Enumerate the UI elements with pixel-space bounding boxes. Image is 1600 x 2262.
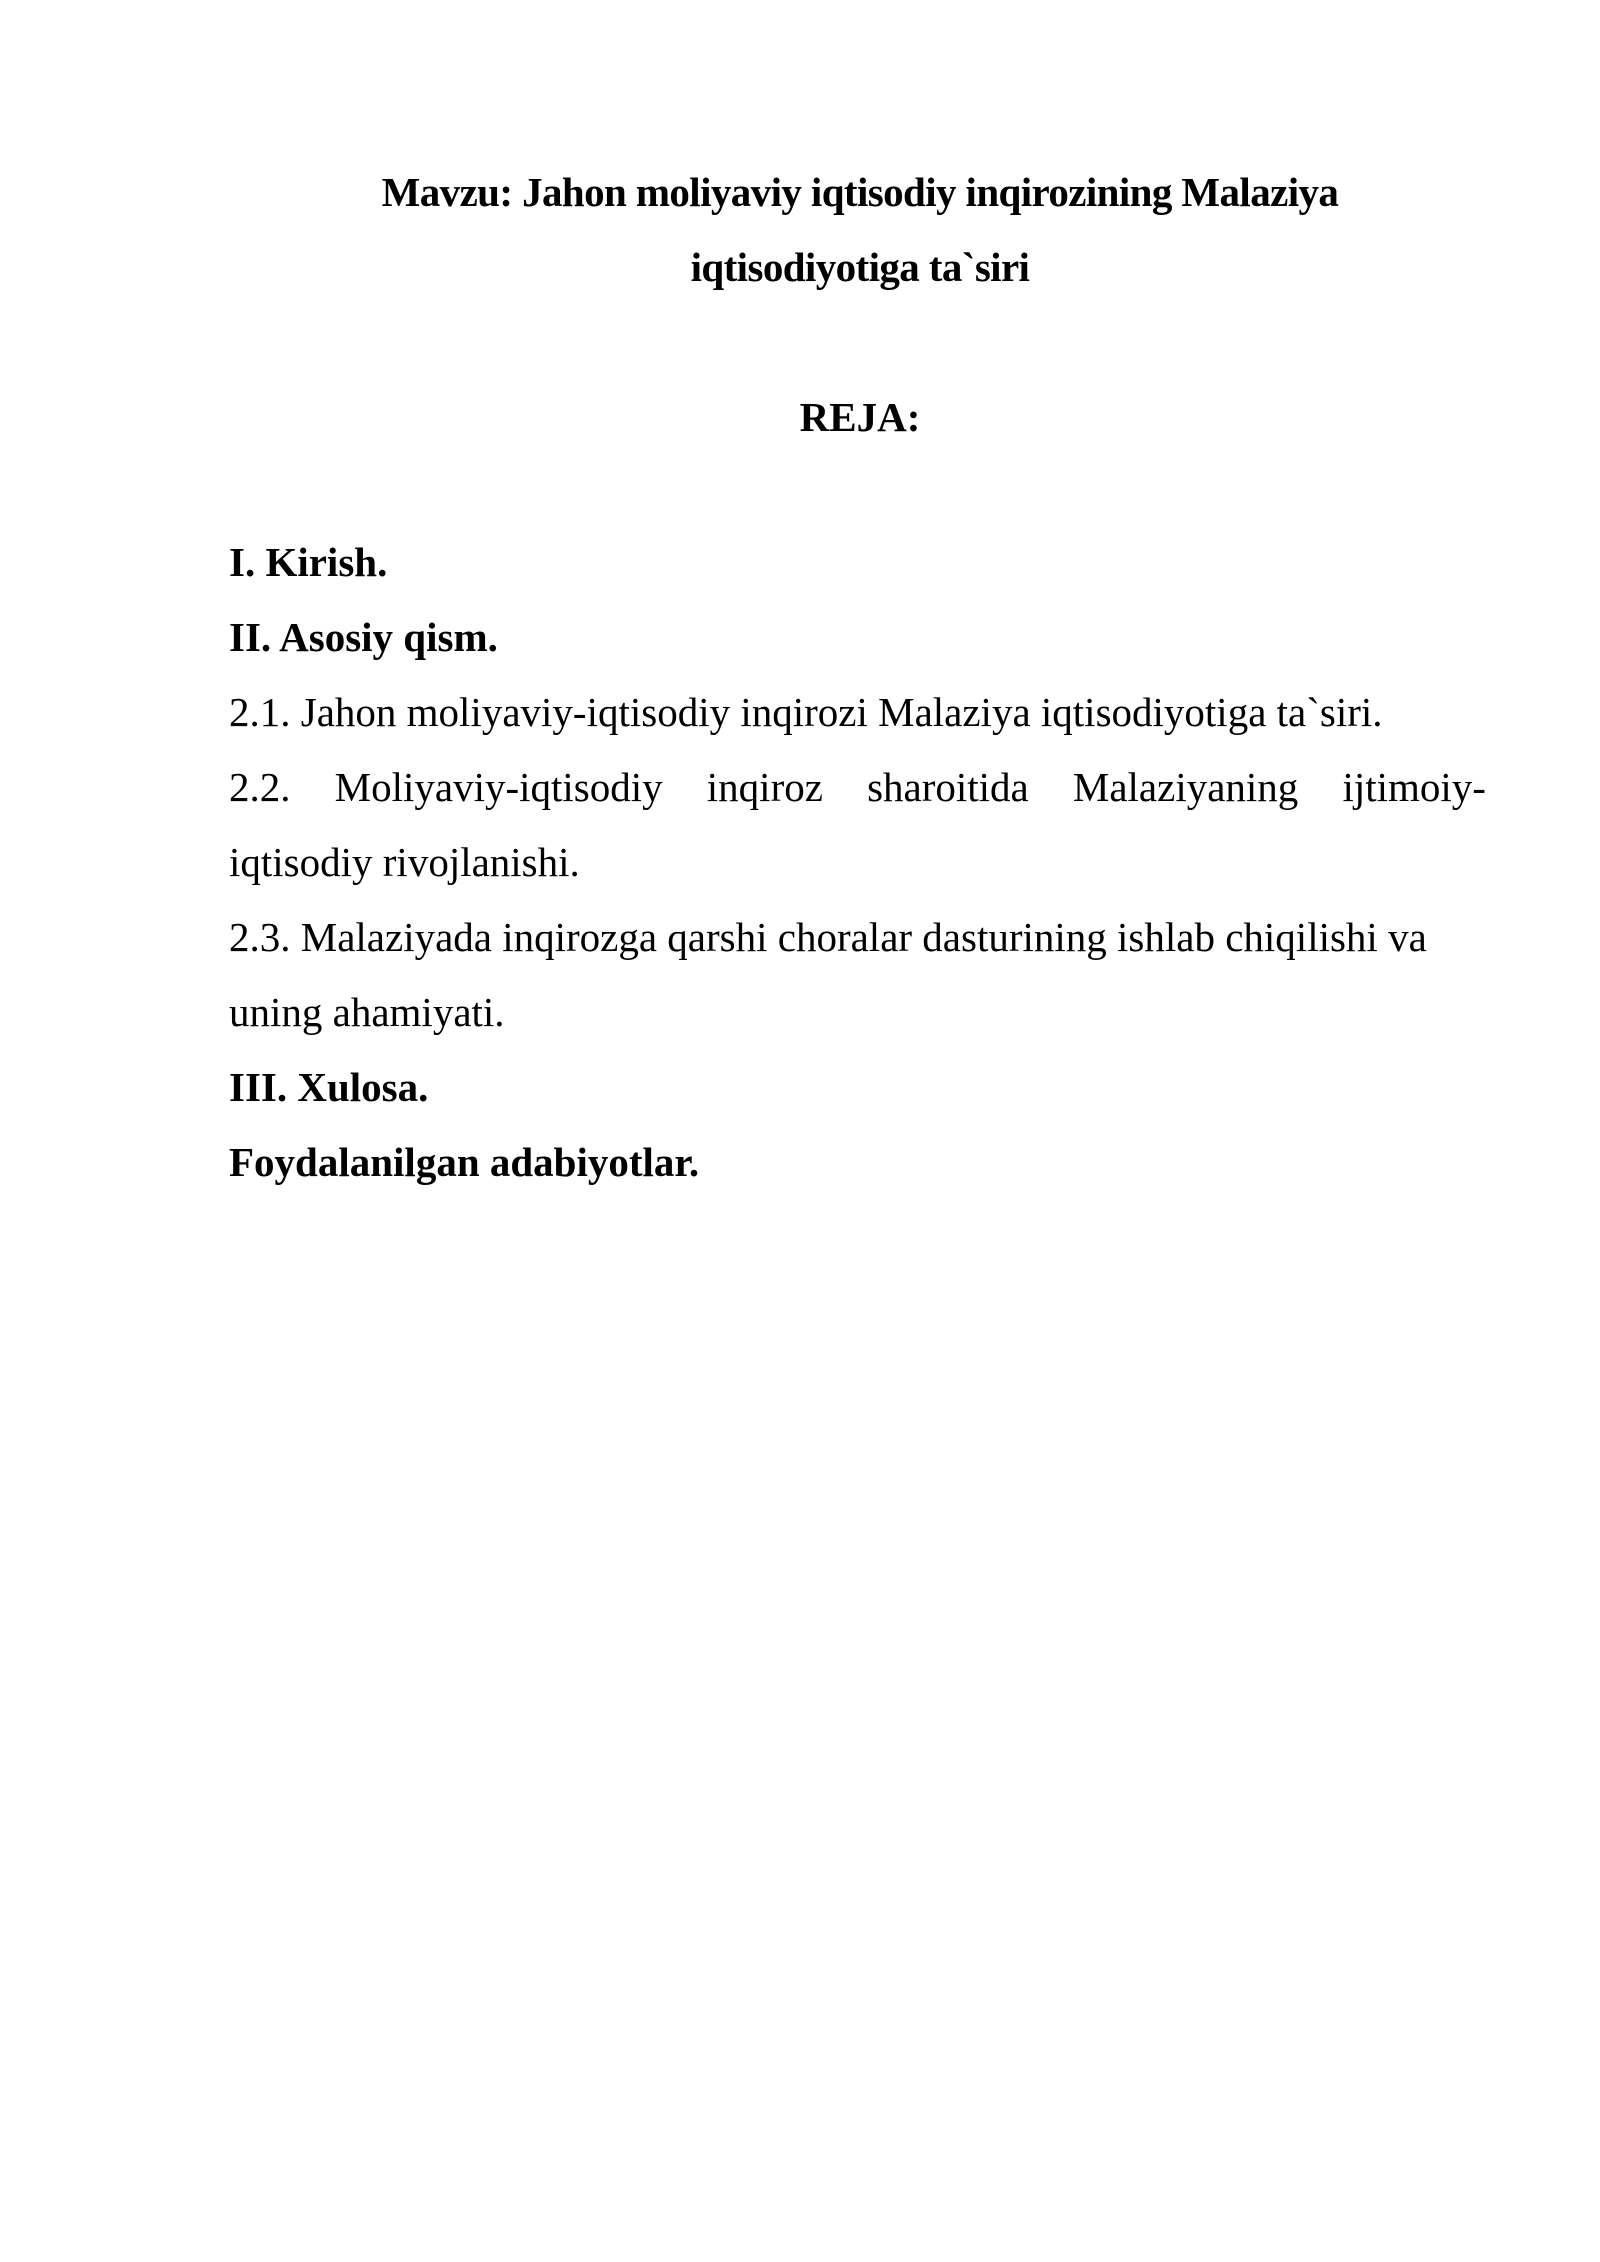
document-title: [300, 155, 1420, 305]
plan-item-2-2-word: inqiroz: [706, 764, 823, 810]
plan-item-2-3-line1: 2.3. Malaziyada inqirozga qarshi choralar dasturining ishlab chiqilishi va: [229, 914, 1427, 960]
title-line-2: iqtisodiyotiga ta`siri: [690, 244, 1030, 290]
plan-list: [229, 525, 1486, 1200]
plan-item-2-2-line2: iqtisodiy rivojlanishi.: [229, 839, 580, 885]
plan-item-intro: I. Kirish.: [229, 539, 388, 585]
plan-item-2-1: 2.1. Jahon moliyaviy-iqtisodiy inqirozi Malaziya iqtisodiyotiga ta`siri.: [229, 689, 1383, 735]
plan-item-conclusion: III. Xulosa.: [229, 1064, 429, 1110]
plan-item-references: Foydalanilgan adabiyotlar.: [229, 1139, 700, 1185]
plan-heading: REJA:: [799, 394, 921, 440]
title-line-1: Mavzu: Jahon moliyaviy iqtisodiy inqirozining Malaziya: [381, 169, 1339, 215]
plan-item-2-2-word: sharoitida: [867, 764, 1029, 810]
plan-item-2-2-word: Malaziyaning: [1072, 764, 1299, 810]
plan-item-2-2-word: Moliyaviy-iqtisodiy: [334, 764, 663, 810]
plan-item-2-2-word: 2.2.: [229, 764, 291, 810]
plan-item-main: II. Asosiy qism.: [229, 614, 498, 660]
plan-item-2-3-line2: uning ahamiyati.: [229, 989, 505, 1035]
plan-item-2-2-line1: [229, 750, 1486, 825]
plan-item-2-2-word: ijtimoiy-: [1342, 764, 1486, 810]
